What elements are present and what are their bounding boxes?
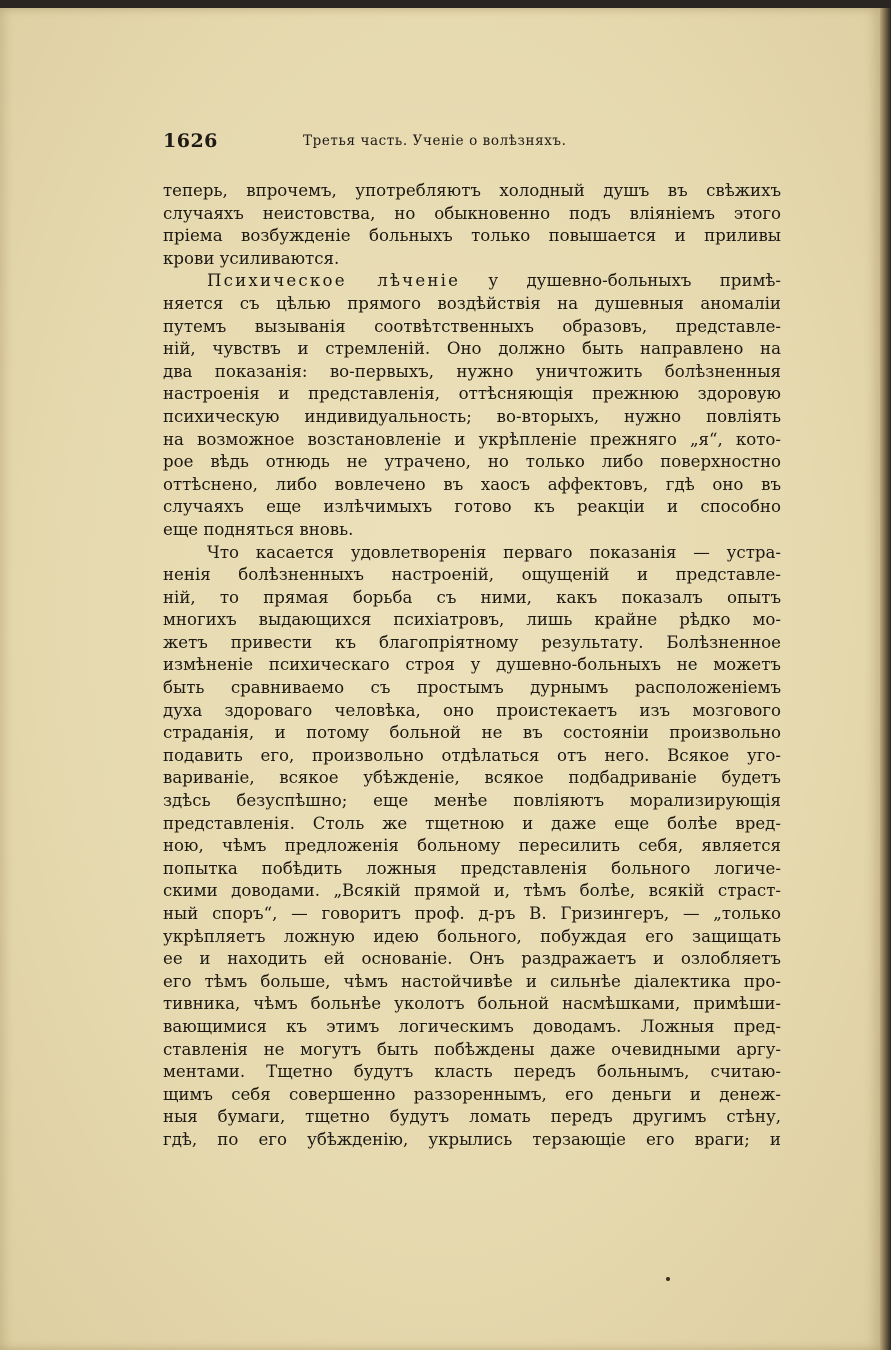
page-header bbox=[163, 130, 781, 158]
text-line: няется съ цѣлью прямого воздѣйствія на душевныя аномаліи bbox=[163, 293, 781, 313]
text-line: здѣсь безуспѣшно; еще менѣе повліяютъ морализирующія bbox=[163, 791, 781, 811]
text-fragment: у душевно-больныхъ примѣ- bbox=[460, 271, 781, 291]
text-line: укрѣпляетъ ложную идею больного, побуждая его защищать bbox=[163, 926, 781, 946]
text-line: страданія, и потому больной не въ состояніи произвольно bbox=[163, 723, 781, 743]
body-text bbox=[163, 180, 781, 1152]
text-line: рое вѣдь отнюдь не утрачено, но только либо поверхностно bbox=[163, 452, 781, 472]
text-line: представленія. Столь же тщетною и даже еще болѣе вред- bbox=[163, 813, 781, 833]
text-line: ній, то прямая борьба съ ними, какъ показалъ опытъ bbox=[163, 587, 781, 607]
text-line: ною, чѣмъ предложенія больному пересилить себя, является bbox=[163, 836, 781, 856]
text-line: оттѣснено, либо вовлечено въ хаосъ аффектовъ, гдѣ оно въ bbox=[163, 474, 781, 494]
text-line: Что касается удовлетворенія перваго показанія — устра- bbox=[207, 542, 781, 562]
running-title: Третья часть. Ученіе о волѣзняхъ. bbox=[303, 133, 567, 149]
text-line: крови усиливаются. bbox=[163, 248, 340, 268]
page-number: 1626 bbox=[163, 130, 218, 152]
page-edge-shadow bbox=[880, 8, 891, 1350]
text-line: ее и находить ей основаніе. Онъ раздражаетъ и озлобляетъ bbox=[163, 949, 781, 969]
text-line: жетъ привести къ благопріятному результату. Болѣзненное bbox=[163, 632, 781, 652]
text-line: ставленія не могутъ быть побѣждены даже очевидными аргу- bbox=[163, 1039, 781, 1059]
text-line: ній, чувствъ и стремленій. Оно должно быть направлено на bbox=[163, 339, 781, 359]
text-line: путемъ вызыванія соотвѣтственныхъ образовъ, представле- bbox=[163, 316, 781, 336]
text-line: вающимися къ этимъ логическимъ доводамъ. Ложныя пред- bbox=[163, 1016, 781, 1036]
text-line: настроенія и представленія, оттѣсняющія прежнюю здоровую bbox=[163, 384, 781, 404]
text-line: его тѣмъ больше, чѣмъ настойчивѣе и сильнѣе діалектика про- bbox=[163, 971, 781, 991]
text-line: случаяхъ неистовства, но обыкновенно подъ вліяніемъ этого bbox=[163, 203, 781, 223]
text-line: измѣненіе психическаго строя у душевно-больныхъ не можетъ bbox=[163, 655, 781, 675]
text-line: щимъ себя совершенно раззореннымъ, его деньги и денеж- bbox=[163, 1084, 781, 1104]
text-line: подавить его, произвольно отдѣлаться отъ него. Всякое уго- bbox=[163, 745, 781, 765]
text-line: тивника, чѣмъ больнѣе уколотъ больной насмѣшками, примѣши- bbox=[163, 994, 781, 1014]
text-line bbox=[163, 270, 781, 293]
text-line: два показанія: во-первыхъ, нужно уничтожить болѣзненныя bbox=[163, 361, 781, 381]
text-line: ненія болѣзненныхъ настроеній, ощущеній и представле- bbox=[163, 565, 781, 585]
text-line: духа здороваго человѣка, оно проистекаетъ изъ мозгового bbox=[163, 700, 781, 720]
text-line: ный споръ“, — говоритъ проф. д-ръ В. Гризингеръ, — „только bbox=[163, 904, 781, 923]
text-line: ныя бумаги, тщетно будутъ ломать передъ другимъ стѣну, bbox=[163, 1107, 781, 1127]
text-line: пріема возбужденіе больныхъ только повышается и приливы bbox=[163, 226, 781, 246]
text-line: психическую индивидуальность; во-вторыхъ, нужно повліять bbox=[163, 406, 781, 426]
emphasized-term: Психическое лѣченіе bbox=[207, 271, 461, 291]
text-line: гдѣ, по его убѣжденію, укрылись терзающіе его враги; и bbox=[163, 1129, 781, 1149]
text-line: ментами. Тщетно будутъ класть передъ больнымъ, считаю- bbox=[163, 1062, 781, 1082]
paper-speck bbox=[666, 1277, 670, 1281]
text-line: на возможное возстановленіе и укрѣпленіе прежняго „я“, кото- bbox=[163, 429, 781, 449]
text-line: случаяхъ еще излѣчимыхъ готово къ реакціи и способно bbox=[163, 497, 781, 517]
text-line: быть сравниваемо съ простымъ дурнымъ расположеніемъ bbox=[163, 678, 781, 698]
text-line: скими доводами. „Всякій прямой и, тѣмъ болѣе, всякій страст- bbox=[163, 881, 781, 901]
text-line: теперь, впрочемъ, употребляютъ холодный душъ въ свѣжихъ bbox=[163, 181, 781, 200]
text-line: еще подняться вновь. bbox=[163, 519, 354, 539]
text-line: вариваніе, всякое убѣжденіе, всякое подбадриваніе будетъ bbox=[163, 768, 781, 788]
text-line: попытка побѣдить ложныя представленія больного логиче- bbox=[163, 858, 781, 878]
text-line: многихъ выдающихся психіатровъ, лишь крайне рѣдко мо- bbox=[163, 610, 781, 630]
